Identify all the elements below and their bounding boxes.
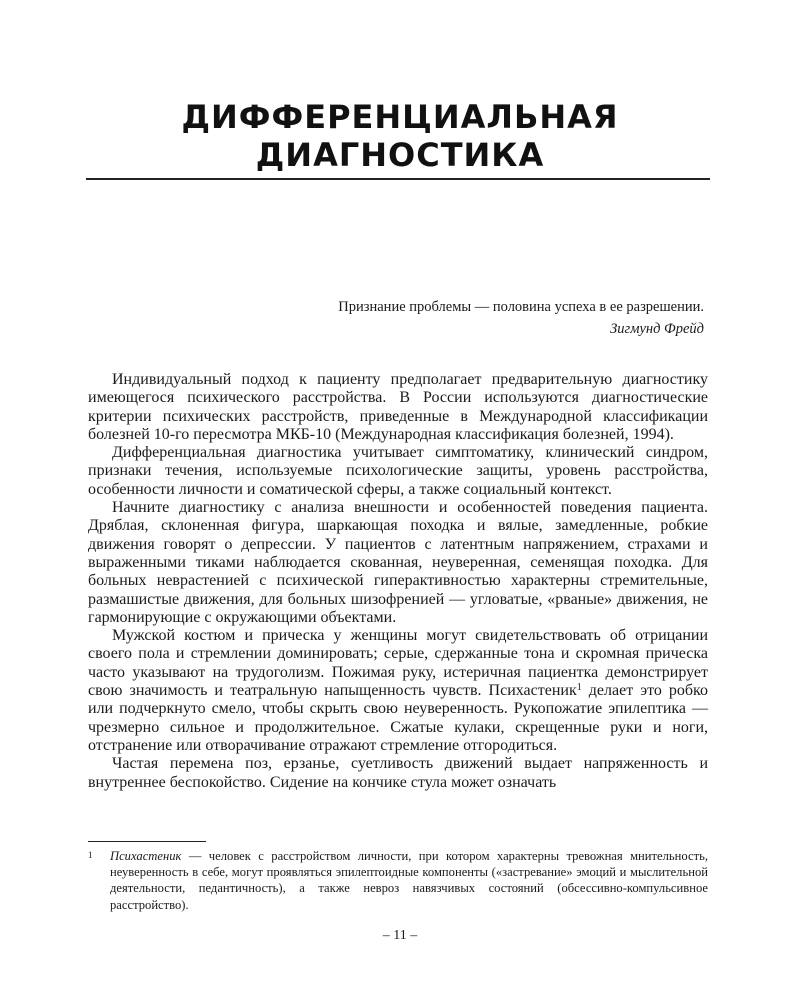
footnote-text [110,848,708,913]
paragraph: Индивидуальный подход к пациенту предполагает предварительную диагностику имеющегося психического расстройства. В России используются диагностические критерии психических расстройств, приведенные в Международной классификации болезней 10-го пересмотра МКБ-10 (Международная классификация болезней, 1994). [88,371,708,443]
paragraph: Частая перемена поз, ерзанье, суетливость движений выдает напряженность и внутреннее беспокойство. Сидение на кончике стула может означать [88,755,708,791]
paragraph: Дифференциальная диагностика учитывает симптоматику, клинический синдром, признаки течения, используемые психологические защиты, уровень расстройства, особенности личности и соматической сферы, а также социальный контекст. [88,444,708,498]
footnote-mark: 1 [88,850,93,860]
epigraph-quote: Признание проблемы — половина успеха в ее разрешении. [338,299,704,315]
paragraph-text: Мужской костюм и прическа у женщины могут свидетельствовать об отрицании своего пола и стремлении доминировать; серые, сдержанные тона и скромная прическа часто указывают на трудоголизм. Пожимая руку, истеричная пациентка демонстрирует свою значимость и театральную напыщенность чувств. Психастеник [88,627,708,700]
chapter-title [90,98,710,174]
paragraph [88,627,708,755]
epigraph [230,296,704,340]
footnote-term: Психастеник [110,849,182,863]
footnote [88,848,708,913]
body-text [88,371,708,792]
title-divider [86,178,710,180]
epigraph-author: Зигмунд Фрейд [610,321,704,337]
chapter-title-line-2: ДИАГНОСТИКА [255,136,545,174]
page-number: – 11 – [382,928,418,943]
footnote-definition: — человек с расстройством личности, при котором характерны тревожная мнительность, неуверенность в себе, могут проявляться эпилептоидные компоненты («застревание» эмоций и мыслительной деятельности, педантичность), а также невроз навязчивых состояний (обсессивно-компульсивное расстройство). [110,849,708,912]
paragraph: Начните диагностику с анализа внешности и особенностей поведения пациента. Дряблая, склоненная фигура, шаркающая походка и вялые, замедленные, робкие движения говорят о депрессии. У пациентов с латентным напряжением, страхами и выраженными тиками наблюдается скованная, неуверенная, семенящая походка. Для больных неврастенией с психической гиперактивностью характерны стремительные, размашистые движения, для больных шизофренией — угловатые, «рваные» движения, не гармонирующие с окружающими объектами. [88,499,708,626]
paragraph-text: делает это робко или подчеркнуто смело, чтобы скрыть свою неуверенность. Рукопожатие эпилептика — чрезмерно сильное и продолжительное. Сжатые кулаки, скрещенные руки и ноги, отстранение или отворачивание отражают стремление отгородиться. [88,682,709,754]
chapter-title-line-1: ДИФФЕРЕНЦИАЛЬНАЯ [181,98,619,136]
footnote-divider [88,841,206,842]
footnote-reference[interactable]: 1 [576,682,582,694]
